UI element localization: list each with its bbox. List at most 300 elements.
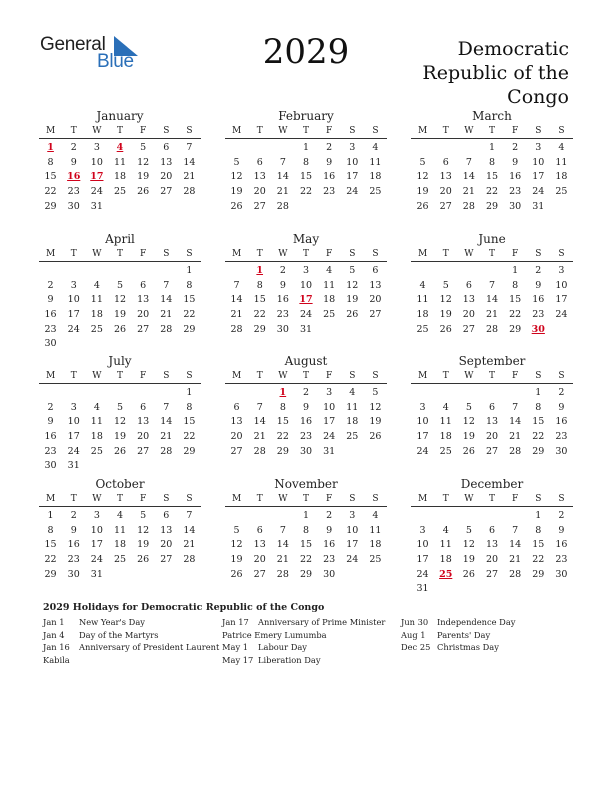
day: 28 bbox=[160, 445, 173, 457]
day: 10 bbox=[346, 156, 359, 168]
day: 11 bbox=[369, 524, 382, 536]
weekday-label: T bbox=[442, 494, 449, 504]
weekday-label: F bbox=[326, 126, 333, 136]
day: 14 bbox=[276, 171, 289, 183]
weekday-label: S bbox=[535, 494, 542, 504]
day: 27 bbox=[439, 200, 452, 212]
day: 7 bbox=[488, 279, 496, 291]
weekday-label: T bbox=[442, 249, 449, 259]
day: 7 bbox=[163, 401, 170, 413]
day: 6 bbox=[140, 279, 147, 291]
weekday-label: M bbox=[231, 126, 242, 136]
month-name: July bbox=[108, 354, 132, 368]
day: 22 bbox=[276, 431, 289, 443]
day: 24 bbox=[416, 445, 429, 457]
empty-cell bbox=[411, 509, 434, 524]
day: 11 bbox=[323, 279, 336, 291]
empty-cell bbox=[434, 386, 457, 401]
month-october bbox=[39, 477, 201, 582]
day: 18 bbox=[369, 539, 382, 551]
day: 18 bbox=[439, 554, 452, 566]
month-december bbox=[411, 477, 573, 597]
day: 15 bbox=[44, 539, 57, 551]
day-grid bbox=[39, 264, 201, 352]
day: 27 bbox=[137, 445, 150, 457]
day-grid bbox=[39, 509, 201, 582]
month-july bbox=[39, 354, 201, 474]
day: 11 bbox=[369, 156, 382, 168]
day: 10 bbox=[90, 524, 103, 536]
empty-cell bbox=[434, 141, 457, 156]
day: 6 bbox=[442, 156, 449, 168]
day: 24 bbox=[323, 431, 336, 443]
day: 9 bbox=[558, 401, 565, 413]
holiday-day: 1 bbox=[256, 265, 264, 276]
day: 26 bbox=[113, 445, 127, 457]
day: 12 bbox=[230, 171, 243, 183]
weekday-label: T bbox=[116, 494, 123, 504]
day: 5 bbox=[116, 279, 124, 291]
day: 3 bbox=[535, 142, 542, 153]
holiday-day: 4 bbox=[116, 142, 124, 153]
holiday-date: May 17 bbox=[222, 655, 254, 666]
month-january bbox=[39, 109, 201, 214]
empty-cell bbox=[132, 386, 155, 401]
day: 7 bbox=[465, 156, 472, 168]
empty-cell bbox=[155, 386, 178, 401]
day: 27 bbox=[485, 445, 499, 457]
day: 29 bbox=[532, 445, 545, 457]
weekday-label: W bbox=[464, 126, 474, 136]
weekday-label: T bbox=[116, 371, 123, 381]
day: 25 bbox=[416, 323, 429, 335]
weekday-label: T bbox=[442, 371, 449, 381]
day: 30 bbox=[44, 338, 57, 350]
day: 17 bbox=[90, 539, 103, 551]
weekday-label: F bbox=[512, 249, 519, 259]
day: 16 bbox=[276, 294, 289, 306]
day: 18 bbox=[90, 309, 103, 321]
weekday-label: T bbox=[256, 494, 263, 504]
day: 10 bbox=[346, 524, 359, 536]
day: 16 bbox=[44, 309, 57, 321]
month-name: November bbox=[274, 477, 338, 491]
holiday-name: Parents' Day bbox=[437, 629, 491, 640]
empty-cell bbox=[411, 386, 434, 401]
empty-cell bbox=[248, 509, 271, 524]
day: 19 bbox=[369, 416, 382, 428]
day: 20 bbox=[439, 186, 452, 198]
day: 9 bbox=[47, 416, 54, 428]
day: 12 bbox=[346, 279, 359, 291]
day: 5 bbox=[442, 279, 449, 291]
empty-cell bbox=[225, 509, 248, 524]
day: 7 bbox=[512, 401, 519, 413]
weekday-label: S bbox=[186, 371, 193, 381]
day: 18 bbox=[555, 171, 568, 183]
day: 4 bbox=[372, 510, 379, 521]
day: 10 bbox=[532, 156, 545, 168]
day: 9 bbox=[558, 524, 565, 536]
day: 12 bbox=[137, 156, 150, 168]
holiday-name: Liberation Day bbox=[258, 655, 321, 666]
day: 6 bbox=[488, 401, 496, 413]
day: 29 bbox=[299, 568, 313, 580]
holiday-name: Anniversary of President Laurent bbox=[79, 642, 220, 653]
day: 28 bbox=[462, 200, 475, 212]
weekday-label: S bbox=[372, 494, 379, 504]
day: 25 bbox=[439, 445, 452, 457]
month-february bbox=[225, 109, 387, 214]
weekday-label: T bbox=[70, 126, 77, 136]
day: 4 bbox=[116, 510, 124, 521]
holiday-entry bbox=[222, 616, 385, 629]
day: 17 bbox=[555, 294, 568, 306]
day: 24 bbox=[416, 568, 429, 580]
day: 11 bbox=[346, 401, 359, 413]
holiday-name: New Year's Day bbox=[79, 617, 145, 627]
weekday-label: S bbox=[186, 494, 193, 504]
logo-text-blue: Blue bbox=[97, 51, 134, 72]
weekday-header bbox=[411, 124, 573, 139]
day: 2 bbox=[47, 279, 54, 291]
day: 21 bbox=[183, 171, 196, 183]
weekday-label: T bbox=[488, 371, 495, 381]
holiday-entry bbox=[222, 629, 385, 642]
day: 7 bbox=[163, 279, 170, 291]
day: 16 bbox=[323, 539, 336, 551]
day: 23 bbox=[276, 309, 289, 321]
day: 24 bbox=[532, 186, 545, 198]
day: 8 bbox=[256, 279, 263, 291]
day: 24 bbox=[90, 186, 103, 198]
day: 8 bbox=[512, 279, 519, 291]
empty-cell bbox=[271, 509, 294, 524]
day-grid bbox=[39, 141, 201, 214]
weekday-label: T bbox=[302, 126, 309, 136]
day: 26 bbox=[230, 200, 243, 212]
day: 29 bbox=[183, 445, 196, 457]
holiday-date: Jan 4 bbox=[43, 629, 65, 640]
day-grid bbox=[225, 509, 387, 582]
day: 2 bbox=[302, 387, 310, 398]
weekday-header bbox=[411, 247, 573, 262]
weekday-label: S bbox=[558, 371, 565, 381]
day: 3 bbox=[349, 510, 356, 521]
day: 19 bbox=[137, 539, 150, 551]
day: 16 bbox=[532, 294, 545, 306]
weekday-label: M bbox=[45, 371, 56, 381]
weekday-label: M bbox=[231, 371, 242, 381]
day: 19 bbox=[230, 186, 243, 198]
day: 4 bbox=[372, 142, 379, 153]
day: 27 bbox=[253, 568, 266, 580]
day-grid bbox=[411, 509, 573, 597]
day: 29 bbox=[183, 323, 196, 335]
day: 21 bbox=[230, 309, 243, 321]
day: 30 bbox=[67, 568, 80, 580]
day: 3 bbox=[93, 142, 100, 153]
holiday-entry bbox=[401, 616, 515, 629]
day: 20 bbox=[160, 539, 173, 551]
day: 12 bbox=[439, 294, 452, 306]
day: 24 bbox=[90, 554, 103, 566]
empty-cell bbox=[225, 386, 248, 401]
day: 8 bbox=[535, 524, 542, 536]
holiday-day: 1 bbox=[279, 387, 287, 398]
empty-cell bbox=[39, 264, 62, 279]
day: 26 bbox=[439, 323, 452, 335]
day: 22 bbox=[509, 309, 522, 321]
day: 3 bbox=[419, 524, 426, 536]
day: 8 bbox=[302, 524, 310, 536]
day: 28 bbox=[183, 186, 196, 198]
day: 21 bbox=[509, 431, 522, 443]
day: 15 bbox=[44, 171, 57, 183]
day: 16 bbox=[299, 416, 313, 428]
empty-cell bbox=[480, 386, 503, 401]
day-grid bbox=[39, 386, 201, 474]
day: 13 bbox=[137, 416, 150, 428]
weekday-label: W bbox=[92, 249, 102, 259]
day: 28 bbox=[253, 445, 266, 457]
holiday-day: 30 bbox=[531, 323, 545, 335]
day: 7 bbox=[186, 142, 193, 153]
day: 8 bbox=[279, 401, 286, 413]
day: 9 bbox=[70, 524, 77, 536]
day: 11 bbox=[113, 524, 127, 536]
day: 30 bbox=[299, 445, 313, 457]
weekday-label: W bbox=[278, 371, 288, 381]
day: 23 bbox=[44, 445, 57, 457]
day: 25 bbox=[90, 445, 103, 457]
country-line: Congo bbox=[507, 86, 569, 108]
day: 14 bbox=[253, 416, 266, 428]
day: 5 bbox=[465, 401, 472, 413]
weekday-header bbox=[39, 247, 201, 262]
day: 23 bbox=[299, 431, 313, 443]
day: 23 bbox=[67, 186, 80, 198]
day: 3 bbox=[93, 510, 100, 521]
weekday-label: T bbox=[256, 249, 263, 259]
day: 2 bbox=[47, 401, 54, 413]
day: 13 bbox=[253, 171, 266, 183]
day: 14 bbox=[230, 294, 243, 306]
day: 3 bbox=[302, 265, 310, 276]
weekday-label: T bbox=[302, 371, 309, 381]
weekday-label: F bbox=[140, 371, 147, 381]
day: 27 bbox=[160, 554, 173, 566]
day: 15 bbox=[532, 539, 545, 551]
day: 4 bbox=[349, 387, 356, 398]
weekday-label: T bbox=[70, 249, 77, 259]
day: 10 bbox=[416, 416, 429, 428]
holiday-date: Jan 1 bbox=[43, 617, 65, 627]
empty-cell bbox=[132, 264, 155, 279]
day: 6 bbox=[372, 265, 379, 276]
empty-cell bbox=[434, 264, 457, 279]
day: 22 bbox=[183, 431, 196, 443]
day: 15 bbox=[183, 416, 196, 428]
day-grid bbox=[225, 264, 387, 337]
day: 17 bbox=[346, 539, 359, 551]
day: 22 bbox=[183, 309, 196, 321]
day: 23 bbox=[555, 554, 568, 566]
day: 3 bbox=[349, 142, 356, 153]
day: 18 bbox=[416, 309, 429, 321]
weekday-label: F bbox=[512, 126, 519, 136]
day: 4 bbox=[442, 401, 449, 413]
day: 22 bbox=[299, 554, 313, 566]
weekday-label: W bbox=[278, 494, 288, 504]
empty-cell bbox=[62, 264, 85, 279]
day: 28 bbox=[485, 323, 499, 335]
empty-cell bbox=[225, 141, 248, 156]
weekday-label: S bbox=[349, 494, 356, 504]
day: 21 bbox=[160, 431, 173, 443]
country-line: Republic of the bbox=[422, 62, 569, 84]
weekday-label: S bbox=[349, 371, 356, 381]
day: 18 bbox=[113, 539, 127, 551]
day: 2 bbox=[326, 142, 333, 153]
day: 7 bbox=[512, 524, 519, 536]
day: 25 bbox=[369, 186, 382, 198]
day: 1 bbox=[186, 265, 193, 276]
weekday-label: T bbox=[488, 249, 495, 259]
holiday-name: Kabila bbox=[43, 655, 70, 666]
day: 16 bbox=[67, 539, 80, 551]
day: 17 bbox=[346, 171, 359, 183]
day: 9 bbox=[70, 156, 77, 168]
day: 22 bbox=[485, 186, 499, 198]
day: 1 bbox=[488, 142, 496, 153]
day: 23 bbox=[323, 186, 336, 198]
day: 25 bbox=[113, 186, 127, 198]
day: 4 bbox=[558, 142, 565, 153]
day: 20 bbox=[253, 186, 266, 198]
day: 10 bbox=[90, 156, 103, 168]
weekday-label: F bbox=[512, 494, 519, 504]
day: 9 bbox=[302, 401, 310, 413]
weekday-header bbox=[225, 369, 387, 384]
weekday-label: M bbox=[45, 126, 56, 136]
empty-cell bbox=[39, 386, 62, 401]
day: 1 bbox=[302, 142, 310, 153]
weekday-label: S bbox=[372, 126, 379, 136]
day: 27 bbox=[485, 568, 499, 580]
day: 31 bbox=[532, 200, 545, 212]
day: 6 bbox=[163, 142, 170, 153]
weekday-label: T bbox=[116, 249, 123, 259]
day: 29 bbox=[44, 568, 57, 580]
holiday-name: Day of the Martyrs bbox=[79, 629, 159, 640]
day: 13 bbox=[485, 539, 499, 551]
day: 24 bbox=[67, 323, 80, 335]
day: 14 bbox=[160, 294, 173, 306]
day: 6 bbox=[233, 401, 240, 413]
day: 22 bbox=[253, 309, 266, 321]
holiday-day: 17 bbox=[299, 294, 313, 306]
day: 3 bbox=[70, 401, 77, 413]
empty-cell bbox=[480, 509, 503, 524]
holiday-name: Anniversary of Prime Minister bbox=[258, 617, 386, 627]
empty-cell bbox=[155, 264, 178, 279]
day: 26 bbox=[369, 431, 382, 443]
day: 15 bbox=[299, 539, 313, 551]
day: 26 bbox=[230, 568, 243, 580]
day: 8 bbox=[488, 156, 496, 168]
day: 11 bbox=[416, 294, 429, 306]
day: 12 bbox=[462, 416, 475, 428]
holiday-date: Jan 16 bbox=[43, 642, 70, 653]
day: 2 bbox=[558, 387, 565, 398]
day: 7 bbox=[256, 401, 263, 413]
day: 19 bbox=[113, 431, 127, 443]
empty-cell bbox=[62, 386, 85, 401]
day: 9 bbox=[326, 524, 333, 536]
day: 21 bbox=[462, 186, 475, 198]
day: 25 bbox=[346, 431, 359, 443]
day: 8 bbox=[302, 156, 310, 168]
day: 23 bbox=[509, 186, 522, 198]
month-november bbox=[225, 477, 387, 582]
day: 24 bbox=[67, 445, 80, 457]
day: 14 bbox=[183, 524, 196, 536]
holiday-entry bbox=[401, 641, 515, 654]
day: 5 bbox=[349, 265, 356, 276]
holiday-entry bbox=[222, 654, 385, 667]
day: 26 bbox=[416, 200, 429, 212]
day: 18 bbox=[90, 431, 103, 443]
weekday-label: M bbox=[45, 494, 56, 504]
weekday-label: T bbox=[488, 126, 495, 136]
day: 13 bbox=[160, 156, 173, 168]
month-name: August bbox=[284, 354, 328, 368]
day: 19 bbox=[346, 294, 359, 306]
weekday-label: T bbox=[70, 371, 77, 381]
month-september bbox=[411, 354, 573, 459]
day: 10 bbox=[416, 539, 429, 551]
day: 14 bbox=[509, 539, 522, 551]
weekday-header bbox=[225, 492, 387, 507]
weekday-label: M bbox=[231, 249, 242, 259]
logo-text-general: General bbox=[40, 34, 106, 55]
day: 4 bbox=[419, 279, 426, 291]
day: 12 bbox=[369, 401, 382, 413]
weekday-label: S bbox=[163, 371, 170, 381]
day: 5 bbox=[419, 156, 426, 168]
weekday-label: S bbox=[535, 371, 542, 381]
day: 20 bbox=[160, 171, 173, 183]
day: 30 bbox=[323, 568, 336, 580]
weekday-label: M bbox=[45, 249, 56, 259]
day: 15 bbox=[183, 294, 196, 306]
weekday-header bbox=[39, 369, 201, 384]
empty-cell bbox=[457, 509, 480, 524]
day: 8 bbox=[47, 156, 54, 168]
holiday-column bbox=[43, 616, 219, 667]
holiday-name: Christmas Day bbox=[437, 642, 499, 653]
day-grid bbox=[225, 386, 387, 459]
weekday-header bbox=[411, 369, 573, 384]
day: 1 bbox=[186, 387, 193, 398]
day: 20 bbox=[230, 431, 243, 443]
weekday-label: S bbox=[163, 126, 170, 136]
holiday-entry bbox=[222, 641, 385, 654]
day: 18 bbox=[113, 171, 127, 183]
weekday-label: S bbox=[186, 126, 193, 136]
day: 17 bbox=[323, 416, 336, 428]
